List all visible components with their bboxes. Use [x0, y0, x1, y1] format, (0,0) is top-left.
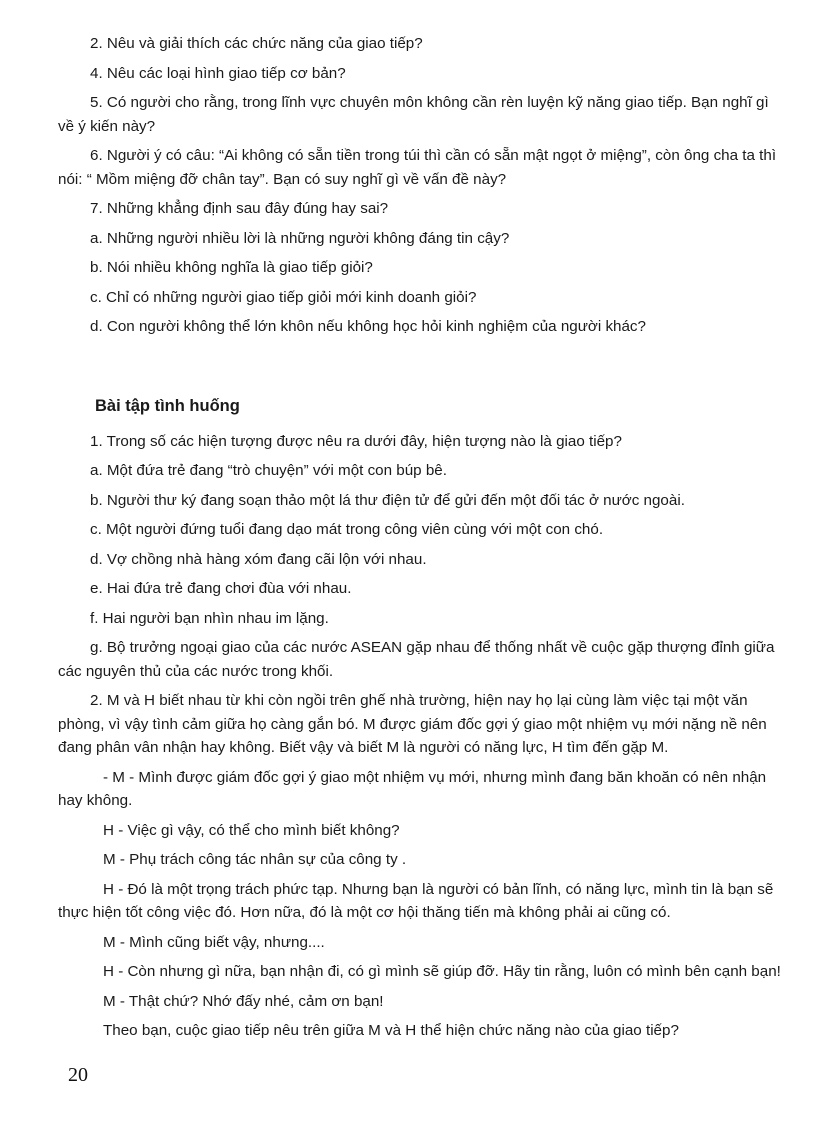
situation-item-2: 2. M và H biết nhau từ khi còn ngồi trên ghế nhà trường, hiện nay họ lại cùng làm việc tại một văn phòng, vì vậy tình cảm giữa họ càng gắn bó. M được giám đốc gợi ý giao một nhiệm vụ mới nặng nề nên đang phân vân nhận hay không. Biết vậy và biết M là người có năng lực, H tìm đến gặp M. [58, 692, 767, 756]
question-7: 7. Những khẳng định sau đây đúng hay sai? [90, 200, 389, 217]
situation-item-1a: a. Một đứa trẻ đang “trò chuyện” với một con búp bê. [90, 462, 447, 479]
question-6: 6. Người ý có câu: “Ai không có sẵn tiền trong túi thì cần có sẵn mật ngọt ở miệng”, còn ông cha ta thì nói: “ Mồm miệng đỡ chân tay”. Bạn có suy nghĩ gì về vấn đề này? [58, 147, 777, 188]
situation-item-1b: b. Người thư ký đang soạn thảo một lá thư điện tử để gửi đến một đối tác ở nước ngoài. [90, 491, 685, 509]
situation-item-1d: d. Vợ chồng nhà hàng xóm đang cãi lộn với nhau. [90, 550, 427, 568]
situation-item-1g: g. Bộ trưởng ngoại giao của các nước ASEAN gặp nhau để thống nhất về cuộc gặp thượng đỉnh giữa các nguyên thủ của các nước trong khối. [58, 639, 775, 680]
situation-item-1: 1. Trong số các hiện tượng được nêu ra dưới đây, hiện tượng nào là giao tiếp? [90, 432, 622, 450]
dialogue-line: M - Thật chứ? Nhớ đấy nhé, cảm ơn bạn! [103, 992, 384, 1010]
dialogue-line: - M - Mình được giám đốc gợi ý giao một nhiệm vụ mới, nhưng mình đang băn khoăn có nên nhận hay không. [58, 768, 767, 809]
question-2: 2. Nêu và giải thích các chức năng của giao tiếp? [90, 35, 423, 52]
page-content [58, 32, 788, 1049]
closing-question: Theo bạn, cuộc giao tiếp nêu trên giữa M và H thể hiện chức năng nào của giao tiếp? [103, 1022, 679, 1039]
question-5: 5. Có người cho rằng, trong lĩnh vực chuyên môn không cần rèn luyện kỹ năng giao tiếp. Bạn nghĩ gì về ý kiến này? [58, 94, 769, 135]
page-number: 20 [68, 1064, 88, 1086]
situation-item-1c: c. Một người đứng tuổi đang dạo mát trong công viên cùng với một con chó. [90, 521, 604, 538]
dialogue-line: M - Mình cũng biết vậy, nhưng.... [103, 933, 325, 951]
question-7c: c. Chỉ có những người giao tiếp giỏi mới kinh doanh giỏi? [90, 288, 477, 306]
situation-exercises [58, 430, 788, 760]
dialogue-line: M - Phụ trách công tác nhân sự của công ty . [103, 851, 407, 868]
review-questions [58, 32, 788, 339]
dialogue [58, 766, 788, 1043]
dialogue-line: H - Đó là một trọng trách phức tạp. Nhưng bạn là người có bản lĩnh, có năng lực, mình tin là bạn sẽ thực hiện tốt công việc đó. Hơn nữa, đó là một cơ hội thăng tiến mà không phải ai cũng có. [58, 880, 774, 921]
dialogue-line: H - Việc gì vậy, có thể cho mình biết không? [103, 821, 400, 839]
situation-item-1f: f. Hai người bạn nhìn nhau im lặng. [90, 609, 329, 627]
question-7a: a. Những người nhiều lời là những người không đáng tin cậy? [90, 229, 510, 247]
question-7d: d. Con người không thể lớn khôn nếu không học hỏi kinh nghiệm của người khác? [90, 318, 646, 335]
question-7b: b. Nói nhiều không nghĩa là giao tiếp giỏi? [90, 259, 373, 276]
section-heading: Bài tập tình huống [95, 396, 240, 415]
question-4: 4. Nêu các loại hình giao tiếp cơ bản? [90, 64, 346, 82]
situation-item-1e: e. Hai đứa trẻ đang chơi đùa với nhau. [90, 580, 352, 597]
dialogue-line: H - Còn nhưng gì nữa, bạn nhận đi, có gì mình sẽ giúp đỡ. Hãy tin rằng, luôn có mình bên cạnh bạn! [103, 963, 781, 980]
